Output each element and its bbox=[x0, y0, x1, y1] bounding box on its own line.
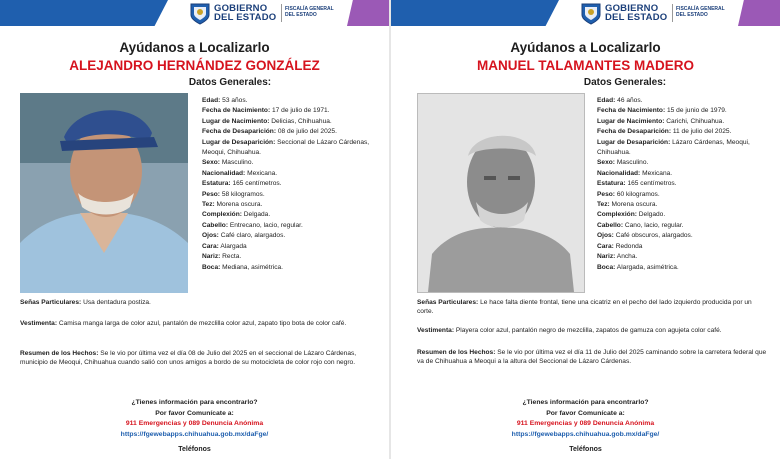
gobierno-logo-text bbox=[214, 4, 276, 22]
flyer-heading: Ayúdanos a Localizarlo bbox=[510, 40, 661, 55]
field-fecha-desaparicion bbox=[597, 127, 775, 137]
person-photo-icon bbox=[418, 94, 584, 292]
field-label: Peso: bbox=[597, 190, 615, 198]
field-label: Cara: bbox=[202, 242, 219, 250]
logo-separator bbox=[672, 4, 673, 22]
senas-particulares bbox=[417, 298, 767, 316]
field-nacionalidad bbox=[202, 169, 382, 179]
vestimenta-text: Playera color azul, pantalón negro de mezclilla, zapatos de gamuza con agujeta color café. bbox=[455, 327, 722, 334]
gov-line-1: GOBIERNO bbox=[605, 3, 659, 14]
field-lugar-nacimiento bbox=[202, 117, 382, 127]
field-peso bbox=[597, 190, 775, 200]
field-label: Cara: bbox=[597, 242, 614, 250]
logo-separator bbox=[281, 4, 282, 22]
field-value: Carichi, Chihuahua. bbox=[666, 117, 725, 125]
field-value: Alargada, asimétrica. bbox=[616, 263, 679, 271]
field-value: Morena oscura. bbox=[216, 201, 263, 209]
field-label: Complexión: bbox=[597, 211, 637, 219]
field-sexo bbox=[597, 158, 775, 168]
senas-label: Señas Particulares: bbox=[417, 299, 479, 306]
footer-comunicate: Por favor Comunícate a: bbox=[155, 409, 234, 417]
field-value: Lázaro Cárdenas, Meoqui, Chihuahua. bbox=[597, 138, 750, 157]
header-blue-band bbox=[391, 0, 559, 26]
field-nacionalidad bbox=[597, 169, 775, 179]
missing-person-name: ALEJANDRO HERNÁNDEZ GONZÁLEZ bbox=[69, 58, 320, 73]
field-value: 08 de julio del 2025. bbox=[277, 128, 337, 136]
field-label: Nariz: bbox=[202, 253, 221, 261]
field-edad bbox=[202, 96, 382, 106]
field-label: Nacionalidad: bbox=[597, 169, 641, 177]
field-fecha-nacimiento bbox=[597, 106, 775, 116]
footer-report-link[interactable]: https://fgewebapps.chihuahua.gob.mx/daFge/ bbox=[120, 430, 269, 438]
field-fecha-nacimiento bbox=[202, 106, 382, 116]
header-purple-band bbox=[738, 0, 780, 26]
field-label: Edad: bbox=[597, 97, 616, 104]
resumen-text: Se le vio por última vez el día 08 de Julio del 2025 en el seccional de Lázaro Cárdenas, municipio de Meoqui, Chihuahua cuando salió con unos amigos a bordo de su motocicleta de color rojo con negro. bbox=[20, 350, 357, 367]
field-label: Fecha de Desaparición: bbox=[202, 128, 277, 136]
contact-footer bbox=[391, 398, 780, 440]
field-value: Entrecano, lacio, regular. bbox=[229, 221, 303, 229]
field-value: Masculino. bbox=[616, 159, 649, 167]
field-edad bbox=[597, 96, 775, 106]
field-value: 60 kilogramos. bbox=[616, 190, 660, 198]
fiscalia-logo-text bbox=[285, 6, 334, 18]
field-label: Tez: bbox=[597, 201, 610, 209]
field-label: Cabello: bbox=[597, 221, 624, 229]
field-value: Masculino. bbox=[221, 159, 254, 167]
field-fecha-desaparicion bbox=[202, 127, 382, 137]
field-nariz bbox=[202, 252, 382, 262]
field-value: Mexicana. bbox=[642, 169, 673, 177]
field-ojos bbox=[202, 231, 382, 241]
field-value: 58 kilogramos. bbox=[221, 190, 265, 198]
field-label: Fecha de Nacimiento: bbox=[202, 107, 271, 115]
field-cabello bbox=[597, 221, 775, 231]
field-label: Boca: bbox=[597, 263, 616, 271]
field-peso bbox=[202, 190, 382, 200]
person-photo-icon bbox=[20, 93, 188, 293]
footer-emergency-numbers: 911 Emergencias y 089 Denuncia Anónima bbox=[125, 420, 264, 427]
field-value: Café obscuros, alargados. bbox=[615, 232, 693, 240]
datos-generales-title: Datos Generales: bbox=[188, 77, 272, 88]
field-label: Cabello: bbox=[202, 221, 229, 229]
fiscalia-logo-text bbox=[676, 6, 725, 18]
field-label: Sexo: bbox=[597, 159, 615, 167]
field-value: Alargada bbox=[220, 242, 247, 250]
field-value: Morena oscura. bbox=[611, 201, 658, 209]
field-ojos bbox=[597, 231, 775, 241]
vestimenta-text: Camisa manga larga de color azul, pantalón de mezclilla color azul, zapato tipo bota de color café. bbox=[58, 320, 347, 327]
resumen-label: Resumen de los Hechos: bbox=[417, 349, 496, 356]
field-value: 17 de julio de 1971. bbox=[272, 107, 330, 115]
header-blue-band bbox=[0, 0, 168, 26]
fiscalia-line-2: DEL ESTADO bbox=[676, 12, 708, 18]
person-photo bbox=[20, 93, 188, 293]
field-estatura bbox=[597, 179, 775, 189]
field-value: Delicias, Chihuahua. bbox=[271, 117, 332, 125]
field-value: 165 centímetros. bbox=[627, 180, 677, 188]
field-value: Delgado. bbox=[638, 211, 666, 219]
field-value: Mediana, asimétrica. bbox=[222, 263, 284, 271]
senas-text: Usa dentadura postiza. bbox=[83, 299, 151, 306]
field-value: Ancha. bbox=[616, 253, 638, 261]
footer-emergency-numbers: 911 Emergencias y 089 Denuncia Anónima bbox=[516, 420, 655, 427]
field-label: Lugar de Nacimiento: bbox=[597, 117, 665, 125]
field-label: Ojos: bbox=[597, 232, 614, 240]
field-label: Nacionalidad: bbox=[202, 169, 246, 177]
state-shield-icon bbox=[190, 3, 210, 25]
fiscalia-line-1: FISCALÍA GENERAL bbox=[285, 6, 334, 12]
field-sexo bbox=[202, 158, 382, 168]
gobierno-logo-text bbox=[605, 4, 667, 22]
field-label: Sexo: bbox=[202, 159, 220, 167]
field-value: 15 de junio de 1979. bbox=[667, 107, 727, 115]
datos-generales-title: Datos Generales: bbox=[583, 77, 667, 88]
footer-comunicate: Por favor Comunícate a: bbox=[546, 409, 625, 417]
resumen-text: Se le vio por última vez el día 11 de Julio del 2025 caminando sobre la carretera federal que va de Chihuahua a Meoqui a la altura del Seccional de Lázaro Cárdenas. bbox=[417, 349, 767, 366]
field-tez bbox=[202, 200, 382, 210]
telefonos-label: Teléfonos bbox=[178, 446, 211, 453]
flyer-header bbox=[0, 0, 389, 28]
field-lugar-desaparicion bbox=[202, 138, 382, 159]
gov-line-2: DEL ESTADO bbox=[214, 12, 277, 23]
field-boca bbox=[202, 263, 382, 273]
field-value: 46 años. bbox=[617, 97, 643, 104]
missing-person-flyer-2 bbox=[391, 0, 780, 459]
field-label: Estatura: bbox=[202, 180, 231, 188]
datos-generales-list bbox=[597, 96, 775, 273]
field-value: Mexicana. bbox=[247, 169, 278, 177]
footer-question: ¿Tienes información para encontrarlo? bbox=[131, 399, 258, 406]
senas-label: Señas Particulares: bbox=[20, 299, 82, 306]
flyer-header bbox=[391, 0, 780, 28]
field-value: Café claro, alargados. bbox=[220, 232, 286, 240]
field-label: Lugar de Desaparición: bbox=[597, 138, 671, 146]
vestimenta-label: Vestimenta: bbox=[20, 320, 58, 327]
footer-report-link[interactable]: https://fgewebapps.chihuahua.gob.mx/daFge/ bbox=[511, 430, 660, 438]
field-label: Fecha de Nacimiento: bbox=[597, 107, 666, 115]
datos-generales-list bbox=[202, 96, 382, 273]
field-complexion bbox=[202, 210, 382, 220]
field-cabello bbox=[202, 221, 382, 231]
field-cara bbox=[202, 242, 382, 252]
field-value: Seccional de Lázaro Cárdenas, Meoqui, Chihuahua. bbox=[202, 138, 370, 157]
telefonos-label: Teléfonos bbox=[569, 446, 602, 453]
field-label: Lugar de Nacimiento: bbox=[202, 117, 270, 125]
fiscalia-line-1: FISCALÍA GENERAL bbox=[676, 6, 725, 12]
field-label: Lugar de Desaparición: bbox=[202, 138, 276, 146]
field-label: Boca: bbox=[202, 263, 221, 271]
resumen-hechos bbox=[20, 349, 370, 367]
vestimenta bbox=[20, 319, 370, 328]
senas-particulares bbox=[20, 298, 370, 307]
field-nariz bbox=[597, 252, 775, 262]
field-label: Estatura: bbox=[597, 180, 626, 188]
contact-footer bbox=[0, 398, 389, 440]
field-label: Fecha de Desaparición: bbox=[597, 128, 672, 136]
vestimenta bbox=[417, 326, 767, 335]
field-value: 11 de julio del 2025. bbox=[672, 128, 732, 136]
field-lugar-desaparicion bbox=[597, 138, 775, 159]
footer-question: ¿Tienes información para encontrarlo? bbox=[522, 399, 649, 406]
field-value: 53 años. bbox=[222, 97, 248, 104]
field-boca bbox=[597, 263, 775, 273]
missing-person-flyer-1 bbox=[0, 0, 389, 459]
field-label: Ojos: bbox=[202, 232, 219, 240]
field-estatura bbox=[202, 179, 382, 189]
vestimenta-label: Vestimenta: bbox=[417, 327, 455, 334]
field-cara bbox=[597, 242, 775, 252]
header-purple-band bbox=[347, 0, 389, 26]
state-shield-icon bbox=[581, 3, 601, 25]
field-tez bbox=[597, 200, 775, 210]
missing-person-name: MANUEL TALAMANTES MADERO bbox=[477, 58, 694, 73]
field-label: Complexión: bbox=[202, 211, 242, 219]
field-complexion bbox=[597, 210, 775, 220]
field-value: Recta. bbox=[222, 253, 242, 261]
field-value: 165 centímetros. bbox=[232, 180, 282, 188]
field-value: Delgada. bbox=[243, 211, 271, 219]
field-lugar-nacimiento bbox=[597, 117, 775, 127]
field-label: Tez: bbox=[202, 201, 215, 209]
person-photo bbox=[417, 93, 585, 293]
field-value: Cano, lacio, regular. bbox=[624, 221, 684, 229]
resumen-label: Resumen de los Hechos: bbox=[20, 350, 99, 357]
flyer-heading: Ayúdanos a Localizarlo bbox=[119, 40, 270, 55]
field-label: Peso: bbox=[202, 190, 220, 198]
field-label: Nariz: bbox=[597, 253, 616, 261]
field-value: Redonda bbox=[615, 242, 643, 250]
field-label: Edad: bbox=[202, 97, 221, 104]
gov-line-1: GOBIERNO bbox=[214, 3, 268, 14]
gov-line-2: DEL ESTADO bbox=[605, 12, 668, 23]
resumen-hechos bbox=[417, 348, 767, 366]
senas-text: Le hace falta diente frontal, tiene una cicatriz en el pecho del lado izquierdo producida por un corte. bbox=[417, 299, 752, 316]
fiscalia-line-2: DEL ESTADO bbox=[285, 12, 317, 18]
